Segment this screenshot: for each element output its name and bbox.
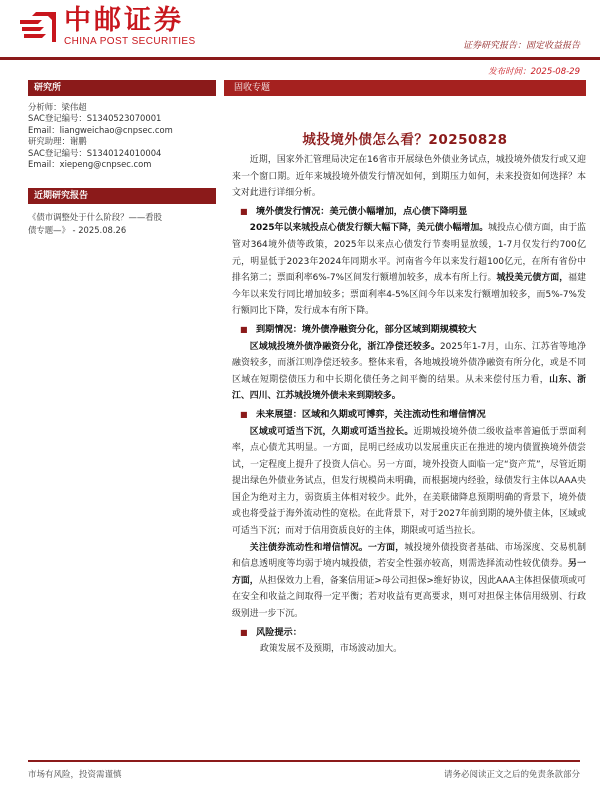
analyst-info bbox=[28, 102, 216, 170]
recent-reports-head: 近期研究报告 bbox=[28, 188, 216, 204]
square-bullet-icon: ■ bbox=[240, 206, 248, 216]
category-bar: 固收专题 bbox=[224, 80, 586, 96]
square-bullet-icon: ■ bbox=[240, 324, 248, 334]
header-divider bbox=[0, 57, 600, 60]
section-heading: ■ 境外债发行情况：美元债小幅增加，点心债下降明显 bbox=[232, 204, 586, 221]
recent-report-line: 《债市调整处于什么阶段？——看股 bbox=[28, 212, 162, 223]
section-paragraph: 区域或可适当下沉，久期或可适当拉长。近期城投境外债二级收益率普遍低于票面利率，点心债尤其明显。一方面，昆明已经成功以发展重庆正在推进的境内债置换境外债尝试，一定程度上提升了投资人信心。另一方面，境外投资人面临一定“资产荒”，尽管近期提出绿色外债业务试点，但发行规模尚未明确，而根据境内经验，绿债发行主体以AAA央国企为绝对主力，弱资质主体相对较少。此外，在美联储降息预期明确的背景下，境外债或也将受益于海外流动性的宽松。在此背景下，对于2027年前到期的境外债主体，区域或可适当下沉；而对于信用资质良好的主体，期限或可适当拉长。 bbox=[232, 426, 587, 537]
risk-heading: ■ 风险提示： bbox=[232, 625, 586, 642]
square-bullet-icon: ■ bbox=[240, 627, 248, 637]
footer-disclaimer-right: 请务必阅读正文之后的免责条款部分 bbox=[443, 770, 580, 780]
email-line[interactable]: Email：xiepeng@cnpsec.com bbox=[28, 159, 152, 170]
email-line[interactable]: Email：liangweichao@cnpsec.com bbox=[28, 124, 173, 135]
section-paragraph: 关注债券流动性和增信情况。一方面，城投境外债投资者基础、市场深度、交易机制和信息透明度等均弱于境内城投债，若安全性强亦较高，则需选择流动性较优债券。另一方面，从担保效力上看，备案信用证>母公司担保>维好协议，因此AAA主体担保债项或可在安全和收益之间取得一定平衡；若对收益有更高要求，则可对担保主体信用级别、行政级别进一步下沉。 bbox=[232, 542, 587, 620]
publish-date: 发布时间：2025-08-29 bbox=[488, 67, 580, 77]
recent-report-line: 债专题—》 - 2025.08.26 bbox=[28, 224, 127, 235]
footer-disclaimer-left: 市场有风险，投资需谨慎 bbox=[28, 770, 122, 780]
footer-divider bbox=[28, 760, 580, 762]
recent-report-item[interactable] bbox=[28, 211, 216, 236]
report-type-label: 证券研究报告：固定收益报告 bbox=[462, 41, 580, 51]
section-paragraph: 2025年以来城投点心债发行额大幅下降，美元债小幅增加。城投点心债方面，由于监管对364境外债等政策，2025年以来点心债发行节奏明显放缓，1-7月仅发行约700亿元，明显低于2023年2024年同期水平。河南省今年以来发行超100亿元，在所有省份中排名第二；票面利率6%-7%区间发行额增加较多，成本有所上行。城投美元债方面，福建今年以来发行同比增加较多；票面利率4-5%区间今年以来发行额增加较多，而5%-7%发行额同比下降，发行成本有所下降。 bbox=[232, 223, 587, 317]
intro-paragraph: 近期，国家外汇管理局决定在16省市开展绿色外债业务试点，城投境外债发行或又迎来一个窗口期。近年来城投境外债发行情况如何，到期压力如何，未来投资如何选择？本文对此进行详细分析。 bbox=[232, 155, 586, 199]
report-body bbox=[232, 152, 586, 658]
risk-text: 政策发展不及预期，市场波动加大。 bbox=[260, 644, 402, 655]
analyst-line: 分析师：梁伟超 bbox=[28, 102, 87, 112]
china-post-logo-icon bbox=[18, 10, 58, 44]
logo-en-text: CHINA POST SECURITIES bbox=[64, 36, 196, 47]
main-header bbox=[224, 80, 586, 148]
sac-line: SAC登记编号：S1340523070001 bbox=[28, 113, 162, 124]
company-logo bbox=[18, 6, 196, 47]
assistant-line: 研究助理：谢鹏 bbox=[28, 136, 87, 147]
square-bullet-icon: ■ bbox=[240, 409, 248, 419]
section-heading: ■ 到期情况：境外债净融资分化，部分区域到期规模较大 bbox=[232, 322, 586, 339]
logo-cn-text: 中邮证券 bbox=[64, 5, 184, 36]
sac-line: SAC登记编号：S1340124010004 bbox=[28, 147, 162, 158]
report-title: 城投境外债怎么看？20250828 bbox=[302, 132, 508, 148]
section-heading: ■ 未来展望：区域和久期或可博弈，关注流动性和增信情况 bbox=[232, 407, 586, 424]
sidebar bbox=[28, 80, 216, 236]
section-paragraph: 区域城投境外债净融资分化，浙江净偿还较多。2025年1-7月，山东、江苏省等地净融资较多，而浙江则净偿还较多。整体来看，各地城投境外债净融资有所分化，或是不同区域在短期偿债压力和中长期化债任务之间平衡的结果。从未来偿付压力看，山东、浙江、四川、江苏城投境外债未来到期较多。 bbox=[232, 341, 586, 402]
research-section-head: 研究所 bbox=[28, 80, 216, 96]
